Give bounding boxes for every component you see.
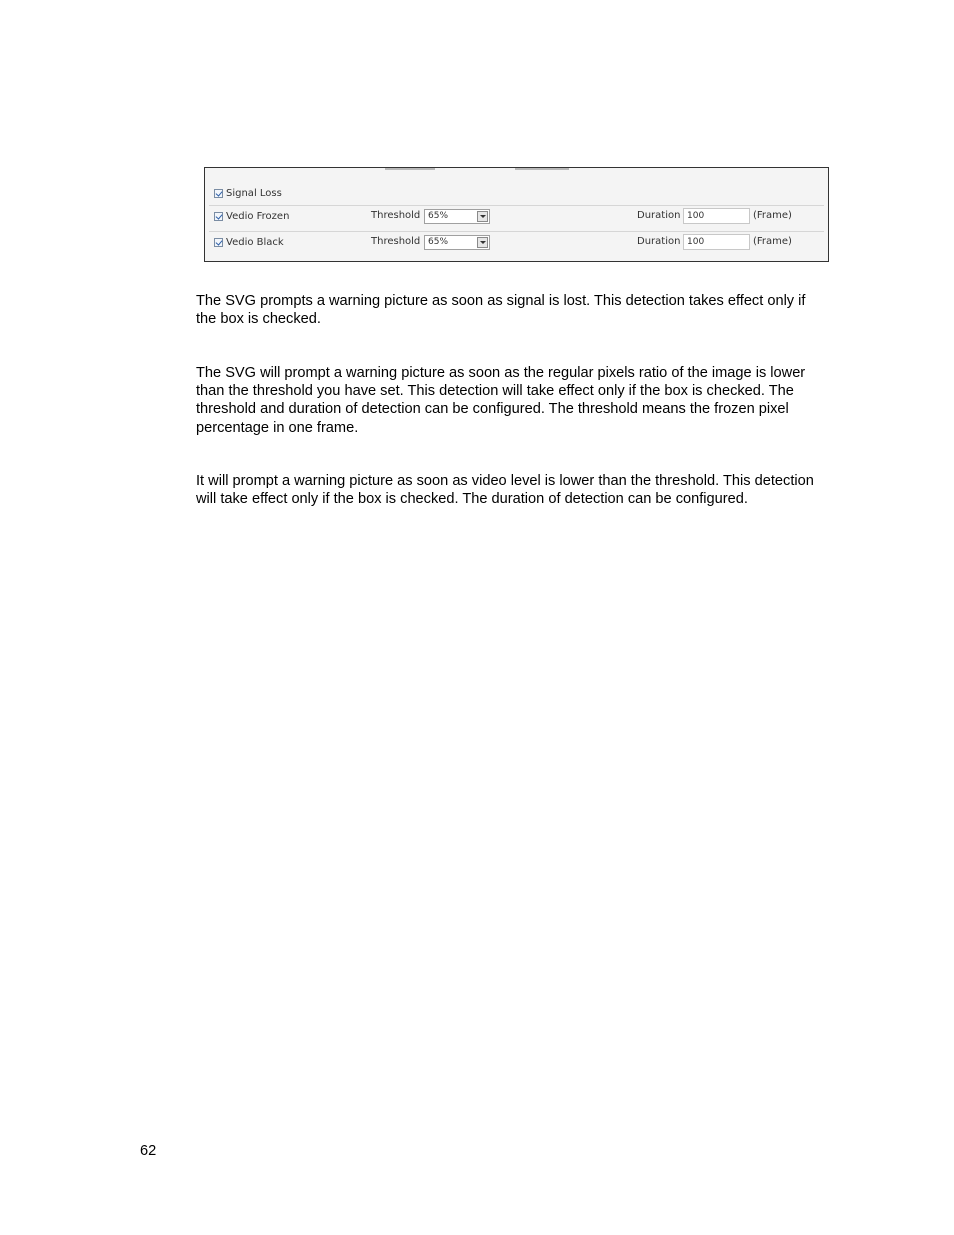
- settings-panel-screenshot: [204, 167, 829, 262]
- vedio-black-label: Vedio Black: [226, 237, 284, 248]
- vedio-frozen-checkbox[interactable]: [214, 212, 223, 221]
- threshold-select[interactable]: [424, 209, 490, 224]
- threshold-value: 65%: [428, 237, 449, 247]
- signal-loss-description: The SVG prompts a warning picture as soon as signal is lost. This detection takes effect only if the box is checked.: [196, 293, 806, 328]
- duration-input[interactable]: 100: [683, 208, 750, 224]
- vedio-black-row: [209, 231, 824, 257]
- signal-loss-row: [209, 181, 824, 206]
- vedio-black-checkbox[interactable]: [214, 238, 223, 247]
- tab-edge: [515, 168, 569, 170]
- duration-input[interactable]: 100: [683, 234, 750, 250]
- threshold-select[interactable]: [424, 235, 490, 250]
- frame-unit-label: (Frame): [753, 210, 792, 221]
- vedio-frozen-row: [209, 205, 824, 232]
- threshold-label: Threshold: [371, 236, 421, 247]
- tab-edge: [385, 168, 435, 170]
- signal-loss-label: Signal Loss: [226, 188, 282, 199]
- vedio-frozen-description: The SVG will prompt a warning picture as soon as the regular pixels ratio of the image is lower than the threshold you have set. This detection will take effect only if the box is checked. The threshold and duration of detection can be configured. The threshold means the frozen pixel percentage in one frame.: [196, 365, 806, 436]
- chevron-down-icon[interactable]: [477, 211, 488, 222]
- page-number: 62: [140, 1143, 157, 1159]
- duration-label: Duration: [637, 210, 681, 221]
- vedio-frozen-label: Vedio Frozen: [226, 211, 290, 222]
- vedio-black-description: It will prompt a warning picture as soon as video level is lower than the threshold. This detection will take effect only if the box is checked. The duration of detection can be configured.: [196, 473, 814, 508]
- threshold-label: Threshold: [371, 210, 421, 221]
- signal-loss-checkbox[interactable]: [214, 189, 223, 198]
- duration-label: Duration: [637, 236, 681, 247]
- threshold-value: 65%: [428, 211, 449, 221]
- chevron-down-icon[interactable]: [477, 237, 488, 248]
- frame-unit-label: (Frame): [753, 236, 792, 247]
